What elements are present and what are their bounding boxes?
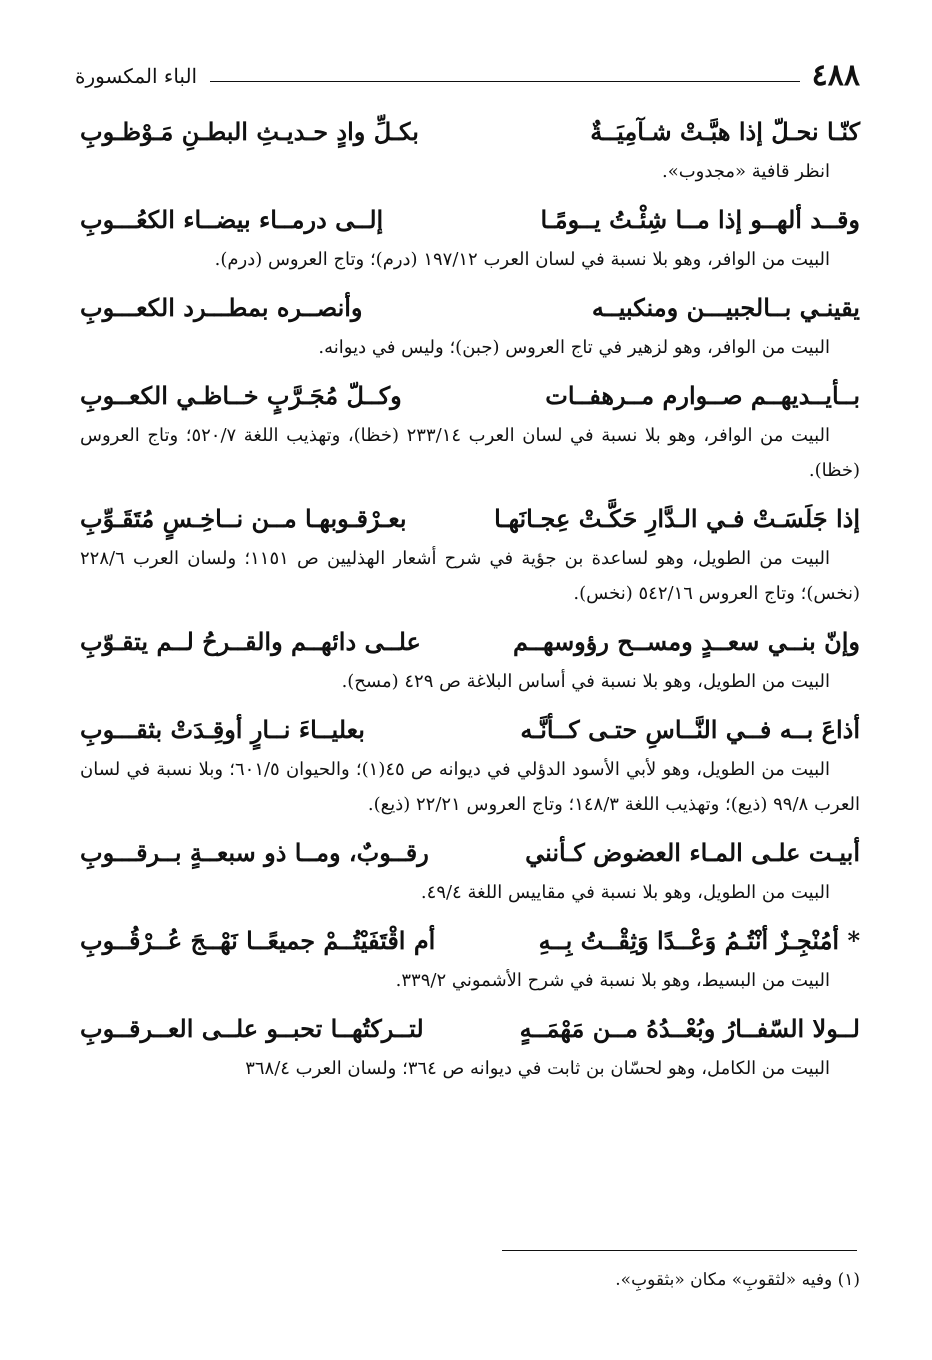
verse-entry: [80, 372, 860, 488]
verse-line: [80, 284, 860, 330]
verse-list: [80, 108, 860, 1093]
verse-line: [80, 372, 860, 418]
verse-entry: [80, 917, 860, 998]
verse-entry: [80, 706, 860, 822]
verse-line: [80, 196, 860, 242]
citation-note: البيت من الطويل، وهو بلا نسبة في مقاييس اللغة ٤٩/٤.: [420, 882, 830, 903]
verse-entry: [80, 284, 860, 365]
verse-line: [80, 706, 860, 752]
verse-entry: [80, 829, 860, 910]
first-hemistich: بــأيــديهــم صــوارم مــرهفــات: [545, 380, 860, 410]
verse-line: [80, 1005, 860, 1051]
first-hemistich: لــولا السّفــارُ وبُعْــدُهُ مــن مَهْمَــهٍ: [519, 1013, 860, 1043]
verse-entry: [80, 196, 860, 277]
verse-line: [80, 108, 860, 154]
citation-note: البيت من الكامل، وهو لحسّان بن ثابت في ديوانه ص ٣٦٤؛ ولسان العرب ٣٦٨/٤: [245, 1058, 830, 1079]
second-hemistich: بكـلِّ وادٍ حـديـثِ البطـنِ مَـوْظـوبِ: [80, 116, 419, 146]
first-hemistich: وقــد ألهــو إذا مــا شِئْـتُ يــومًـا: [540, 204, 860, 234]
first-hemistich: وإنّ بنــي سعــدٍ ومســح رؤوسهــم: [512, 626, 860, 656]
page-number: ٤٨٨: [811, 58, 860, 93]
verse-line: [80, 917, 860, 963]
verse-entry: [80, 108, 860, 189]
verse-entry: [80, 618, 860, 699]
chapter-title: الباء المكسورة: [75, 64, 198, 88]
verse-line: [80, 618, 860, 664]
citation-note: البيت من الطويل، وهو بلا نسبة في أساس البلاغة ص ٤٢٩ (مسح).: [341, 671, 830, 692]
verse-line: [80, 495, 860, 541]
second-hemistich: بعـرْقـوبهـا مــن نــاخِـسٍ مُتَقَـوِّبِ: [80, 503, 407, 533]
verse-entry: [80, 1005, 860, 1086]
header-rule: [210, 81, 800, 82]
verse-line: [80, 829, 860, 875]
citation-note: انظر قافية «مجدوب».: [661, 161, 830, 182]
first-hemistich: * أمُنْجِـزٌ أنْتُـمُ وَعْــدًا وَثِقْــتُ بِــهِ: [539, 926, 860, 955]
first-hemistich: أذاعَ بــه فــي النَّــاسِ حتـى كــأنَّـه: [520, 714, 860, 744]
first-hemistich: يقينـي بــالجبيـــن ومنكبيــه: [591, 292, 860, 322]
footnote-rule: [502, 1250, 857, 1251]
first-hemistich: أبيـت علـى المـاء العضوض كـأنني: [525, 837, 860, 867]
second-hemistich: أم اقْتَفَيْتُــمْ جميعًــا نَهْــجَ عُــرْقُــوبِ: [80, 925, 436, 955]
page-header: [75, 58, 860, 92]
second-hemistich: رقــوبٌ، ومــا ذو سبعــةٍ بــرقـــوبِ: [80, 837, 429, 867]
second-hemistich: إلــى درمــاء بيضــاء الكعُـــوبِ: [80, 204, 384, 234]
citation-note: البيت من الوافر، وهو بلا نسبة في لسان العرب ١٩٧/١٢ (درم)؛ وتاج العروس (درم).: [214, 249, 830, 270]
second-hemistich: بعليــاءَ نــارٍ أوقِـدَتْ بثقـــوبِ: [80, 714, 365, 744]
citation-note: البيت من الطويل، وهو لساعدة بن جؤية في شرح أشعار الهذليين ص ١١٥١؛ ولسان العرب ٢٢٨/٦ (نخس)؛ وتاج العروس ٥٤٢/١٦ (نخس).: [80, 548, 860, 604]
citation-note: البيت من الطويل، وهو لأبي الأسود الدؤلي في ديوانه ص ٤٥(١)؛ والحيوان ٦٠١/٥؛ وبلا نسبة في لسان العرب ٩٩/٨ (ذيع)؛ وتهذيب اللغة ١٤٨/٣؛ وتاج العروس ٢٢/٢١ (ذيع).: [80, 759, 860, 815]
citation-note: البيت من الوافر، وهو لزهير في تاج العروس (جبن)؛ وليس في ديوانه.: [318, 337, 830, 358]
verse-entry: [80, 495, 860, 611]
footnote: (١) وفيه «لثقوبِ» مكان «بثقوبِ».: [615, 1270, 860, 1290]
first-hemistich: كنّـا نحـلّ إذا هبَّـتْ شـآمِيَــةٌ: [590, 116, 860, 146]
first-hemistich: إذا جَلَسَـتْ فـي الـدَّارِ حَكَّـتْ عِجـانَهـا: [494, 503, 860, 533]
second-hemistich: علــى دائهــم والقــرحُ لــم يتقـوّبِ: [80, 626, 421, 656]
second-hemistich: وأنصــره بمطـــرد الكعـــوبِ: [80, 292, 363, 322]
citation-note: البيت من الوافر، وهو بلا نسبة في لسان العرب ٢٣٣/١٤ (خظا)، وتهذيب اللغة ٥٢٠/٧؛ وتاج العروس (خظا).: [80, 425, 860, 481]
second-hemistich: وكــلّ مُجَـرَّبٍ خــاظـي الكعــوبِ: [80, 380, 402, 410]
second-hemistich: لتــركتُهــا تحبــو علــى العــرقــوبِ: [80, 1013, 424, 1043]
citation-note: البيت من البسيط، وهو بلا نسبة في شرح الأشموني ٣٣٩/٢.: [395, 970, 830, 991]
